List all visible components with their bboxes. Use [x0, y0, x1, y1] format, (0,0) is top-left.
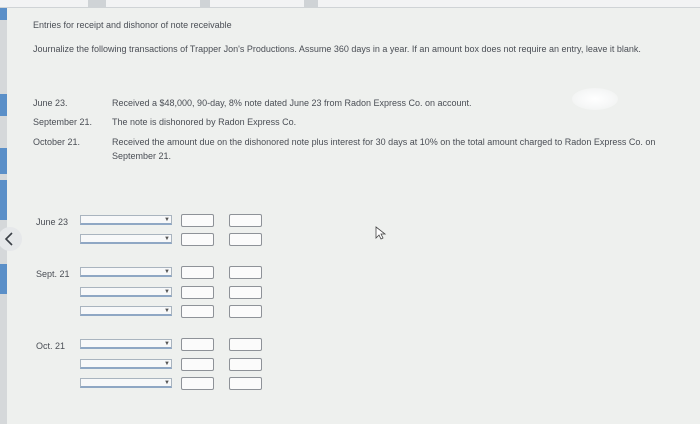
- transaction-date: June 23.: [33, 98, 68, 108]
- transaction-date: September 21.: [33, 117, 93, 127]
- credit-input[interactable]: [229, 286, 262, 299]
- top-bar: [0, 0, 700, 8]
- triangle-down-icon: ▼: [164, 236, 170, 242]
- left-edge-segment: [0, 180, 7, 220]
- top-bar-tab: [0, 0, 88, 7]
- back-button[interactable]: [0, 227, 22, 251]
- chevron-left-icon: [4, 232, 14, 246]
- debit-input[interactable]: [181, 338, 214, 351]
- transaction-description: The note is dishonored by Radon Express Co.: [112, 117, 297, 127]
- transaction-date: October 21.: [33, 137, 81, 147]
- entry-date-label: Oct. 21: [36, 341, 66, 351]
- entry-date-label: Sept. 21: [36, 269, 70, 279]
- credit-input[interactable]: [229, 214, 262, 227]
- entry-date-label: June 23: [36, 217, 69, 227]
- transaction-description: Received a $48,000, 90-day, 8% note dated June 23 from Radon Express Co. on account.: [112, 98, 472, 108]
- credit-input[interactable]: [229, 377, 262, 390]
- page-title: Entries for receipt and dishonor of note receivable: [33, 20, 232, 30]
- transaction-description: Received the amount due on the dishonored note plus interest for 30 days at 10% on the total amount charged to Radon Express Co. on September 21.: [112, 137, 656, 161]
- triangle-down-icon: ▼: [164, 361, 170, 367]
- debit-input[interactable]: [181, 358, 214, 371]
- debit-input[interactable]: [181, 266, 214, 279]
- left-edge-segment: [0, 94, 7, 116]
- debit-input[interactable]: [181, 214, 214, 227]
- left-edge-segment: [0, 148, 7, 174]
- triangle-down-icon: ▼: [164, 269, 170, 275]
- account-select[interactable]: [80, 378, 172, 388]
- triangle-down-icon: ▼: [164, 217, 170, 223]
- account-select[interactable]: [80, 339, 172, 349]
- triangle-down-icon: ▼: [164, 380, 170, 386]
- mouse-pointer-icon: [375, 226, 387, 240]
- credit-input[interactable]: [229, 233, 262, 246]
- credit-input[interactable]: [229, 305, 262, 318]
- top-bar-tab: [210, 0, 304, 7]
- left-edge-segment: [0, 264, 7, 294]
- left-edge-segment: [0, 8, 7, 20]
- screen-glare: [572, 88, 618, 110]
- top-bar-tab: [106, 0, 200, 7]
- top-bar-tab: [318, 0, 700, 7]
- debit-input[interactable]: [181, 305, 214, 318]
- left-edge-bar: [0, 8, 7, 424]
- account-select[interactable]: [80, 234, 172, 244]
- debit-input[interactable]: [181, 377, 214, 390]
- triangle-down-icon: ▼: [164, 341, 170, 347]
- debit-input[interactable]: [181, 233, 214, 246]
- account-select[interactable]: [80, 267, 172, 277]
- credit-input[interactable]: [229, 338, 262, 351]
- account-select[interactable]: [80, 287, 172, 297]
- debit-input[interactable]: [181, 286, 214, 299]
- credit-input[interactable]: [229, 266, 262, 279]
- triangle-down-icon: ▼: [164, 289, 170, 295]
- triangle-down-icon: ▼: [164, 308, 170, 314]
- account-select[interactable]: [80, 215, 172, 225]
- account-select[interactable]: [80, 306, 172, 316]
- credit-input[interactable]: [229, 358, 262, 371]
- instructions: Journalize the following transactions of Trapper Jon's Productions. Assume 360 days in a year. If an amount box does not require an entry, leave it blank.: [33, 44, 641, 54]
- account-select[interactable]: [80, 359, 172, 369]
